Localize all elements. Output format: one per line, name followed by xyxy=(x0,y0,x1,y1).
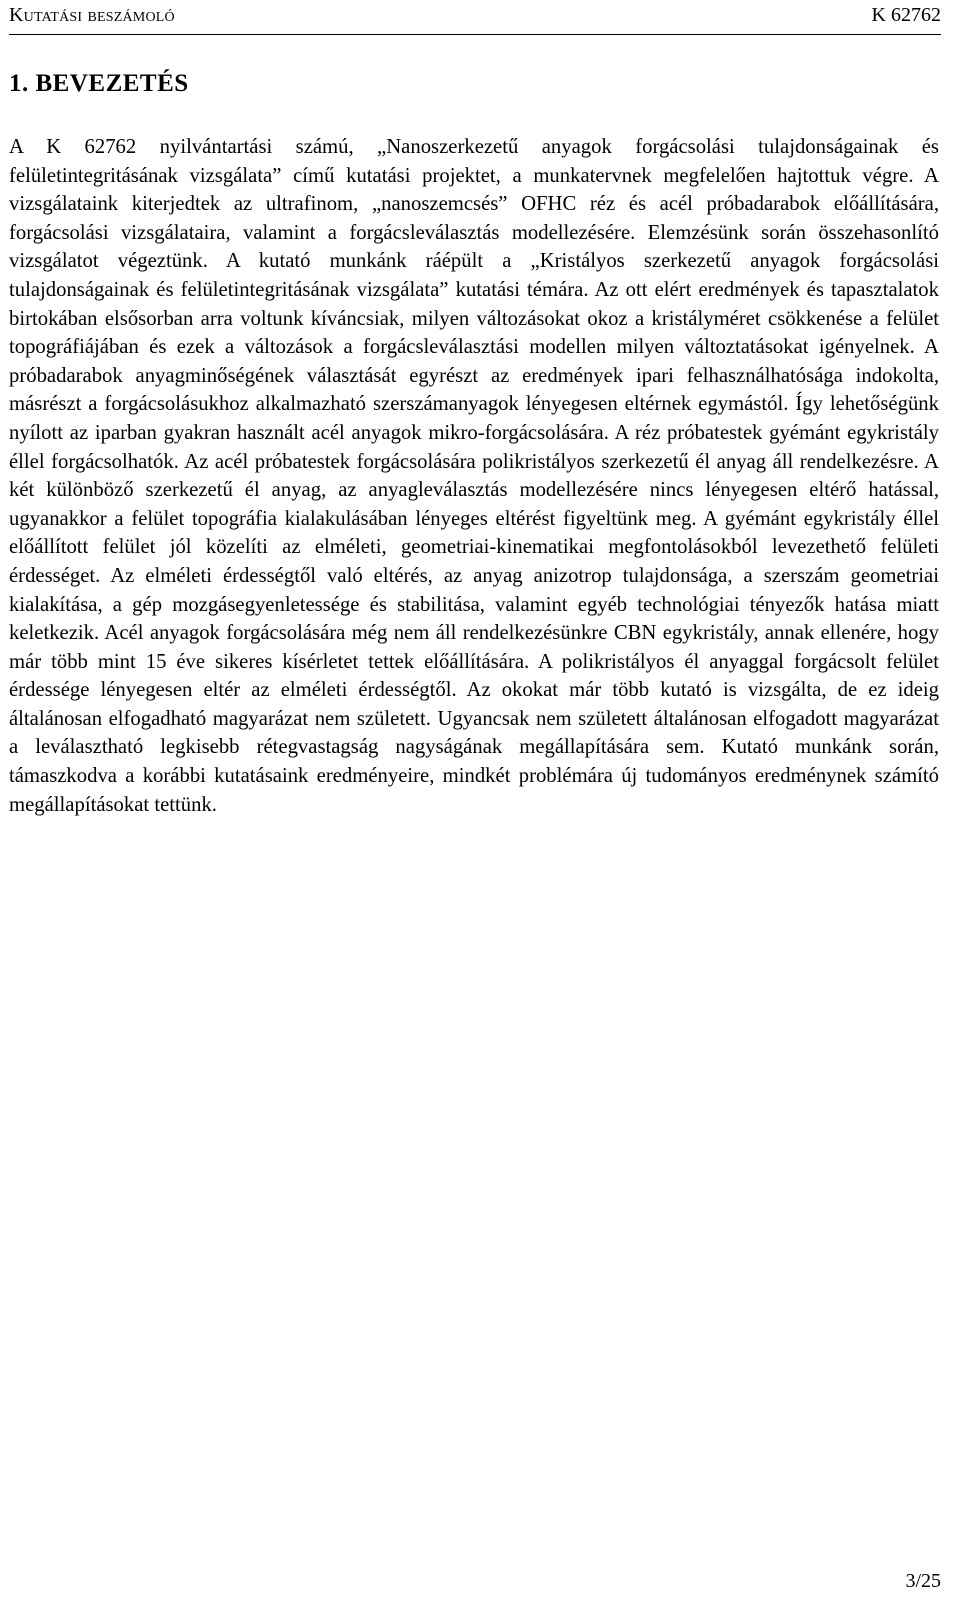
report-title: Kutatási beszámoló xyxy=(9,4,175,26)
page-number: 3/25 xyxy=(905,1570,941,1592)
section-heading: 1. BEVEZETÉS xyxy=(9,70,189,97)
introduction-paragraph: A K 62762 nyilvántartási számú, „Nanoszerkezetű anyagok forgácsolási tulajdonságainak és felületintegritásának vizsgálata” című kutatási projektet, a munkatervnek megfelelően hajtottuk végre. A vizsgálataink kiterjedtek az ultrafinom, „nanoszemcsés” OFHC réz és acél próbadarabok előállítására, forgácsolási vizsgálataira, valamint a forgácsleválasztás modellezésére. Elemzésünk során összehasonlító vizsgálatot végeztünk. A kutató munkánk ráépült a „Kristályos szerkezetű anyagok forgácsolási tulajdonságainak és felületintegritásának vizsgálata” kutatási témára. Az ott elért eredmények és tapasztalatok birtokában elsősorban arra voltunk kíváncsiak, milyen változásokat okoz a kristályméret csökkenése a felület topográfiájában és ezek a változások a forgácsleválasztási modellen milyen változtatásokat igényelnek. A próbadarabok anyagminőségének választását egyrészt az eredmények ipari felhasználhatósága indokolta, másrészt a forgácsolásukhoz alkalmazható szerszámanyagok lényegesen eltérnek egymástól. Így lehetőségünk nyílott az iparban gyakran használt acél anyagok mikro-forgácsolására. A réz próbatestek gyémánt egykristály éllel forgácsolhatók. Az acél próbatestek forgácsolására polikristályos szerkezetű él anyag áll rendelkezésre. A két különböző szerkezetű él anyag, az anyagleválasztás modellezésére nincs lényegesen eltérő hatással, ugyanakkor a felület topográfia kialakulásában lényeges eltérést figyeltünk meg. A gyémánt egykristály éllel előállított felület jól közelíti az elméleti, geometriai-kinematikai megfontolásokból levezethető felületi érdességet. Az elméleti érdességtől való eltérés, az anyag anizotrop tulajdonsága, a szerszám geometriai kialakítása, a gép mozgásegyenletessége és stabilitása, valamint egyéb technológiai tényezők hatása miatt keletkezik. Acél anyagok forgácsolására még nem áll rendelkezésünkre CBN egykristály, annak ellenére, hogy már több mint 15 éve sikeres kísérletet tettek előállítására. A polikristályos él anyaggal forgácsolt felület érdessége lényegesen eltér az elméleti érdességtől. Az okokat már több kutató is vizsgálta, de ez ideig általánosan elfogadható magyarázat nem született. Ugyancsak nem született általánosan elfogadott magyarázat a leválasztható legkisebb rétegvastagság nagyságának megállapítására sem. Kutató munkánk során, támaszkodva a korábbi kutatásaink eredményeire, mindkét problémára új tudományos eredménynek számító megállapításokat tettünk. xyxy=(9,136,939,816)
page-header xyxy=(9,0,941,35)
project-code: K 62762 xyxy=(871,4,941,26)
